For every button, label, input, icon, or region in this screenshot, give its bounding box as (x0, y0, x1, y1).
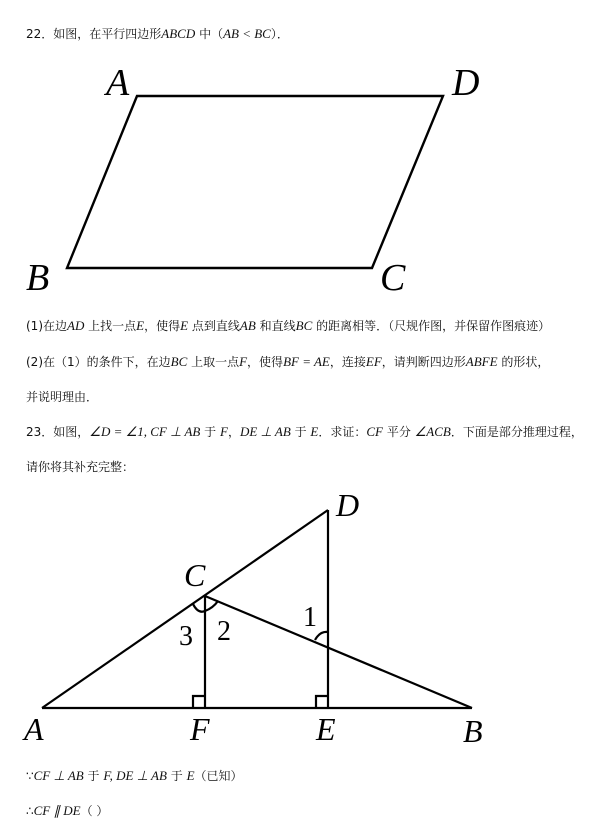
math-given: F, DE ⊥ AB (103, 768, 167, 783)
math-shape: ABCD (161, 26, 196, 41)
math-given: DE ⊥ AB (239, 424, 291, 439)
problem-text: 如图， (53, 425, 90, 439)
vertex-label-f: F (190, 711, 210, 747)
problem-22-part-2 (26, 354, 549, 370)
parallelogram-shape (67, 96, 443, 268)
problem-text: ．下面是部分推理过程， (450, 425, 583, 439)
math-segment: CF (366, 424, 384, 439)
math-point: E (186, 768, 195, 783)
angle-label-1: 1 (303, 602, 317, 633)
math-equation: BF = AE (283, 354, 330, 369)
problem-23-statement-cont (26, 459, 134, 475)
problem-text: 于 (290, 425, 311, 439)
math-given: CF ⊥ AB (33, 768, 84, 783)
segment-c-b (205, 596, 472, 708)
problem-text: ， (227, 425, 240, 439)
problem-text: ，使得 (144, 319, 181, 333)
problem-text: ，连接 (329, 355, 366, 369)
math-segment: EF (365, 354, 382, 369)
math-point: F (220, 424, 228, 439)
problem-text: ）． (270, 27, 289, 41)
vertex-label-d: D (336, 487, 360, 523)
proof-step-1 (26, 768, 243, 784)
problem-text: 的形状， (497, 355, 550, 369)
vertex-label-a: A (106, 62, 130, 104)
angle-label-3: 3 (179, 621, 193, 652)
problem-text: 请你将其补充完整： (26, 460, 135, 474)
vertex-label-b: B (463, 713, 483, 749)
problem-number: 22． (26, 27, 54, 41)
parallelogram-figure (0, 0, 615, 300)
math-point: E (136, 318, 145, 333)
math-edge: AD (67, 318, 85, 333)
problem-text: (1)在边 (26, 319, 67, 333)
problem-text: 于 (200, 425, 220, 439)
angle-arc-2 (205, 601, 218, 611)
problem-text: 上取一点 (187, 355, 240, 369)
vertex-label-c: C (380, 257, 406, 299)
problem-text: 于 (83, 769, 104, 783)
right-angle-mark-f (193, 696, 205, 708)
therefore-symbol: ∴ (26, 804, 34, 818)
problem-23-statement (26, 424, 583, 440)
vertex-label-d: D (452, 62, 480, 104)
problem-number: 23． (26, 425, 54, 439)
problem-text: 并说明理由． (26, 390, 99, 404)
problem-text: ，使得 (247, 355, 284, 369)
angle-arc-3 (193, 604, 205, 612)
math-condition: AB < BC (223, 26, 271, 41)
math-quadrilateral: ABFE (465, 354, 498, 369)
right-angle-mark-e (316, 696, 328, 708)
vertex-label-c: C (184, 557, 206, 593)
problem-text: 的距离相等．（尺规作图，并保留作图痕迹） (312, 319, 551, 333)
problem-text: 中（ (195, 27, 224, 41)
problem-text: 点到直线 (188, 319, 240, 333)
problem-text: ．求证： (318, 425, 367, 439)
vertex-label-b: B (26, 257, 50, 299)
angle-arc-1 (315, 632, 328, 640)
problem-text: 和直线 (255, 319, 296, 333)
vertex-label-a: A (24, 711, 44, 747)
math-parallel: CF ∥ DE (33, 803, 81, 818)
problem-22-part-2-cont (26, 389, 98, 405)
math-point: E (180, 318, 189, 333)
problem-22-part-1 (26, 318, 550, 334)
answer-blank: （ ） (80, 804, 109, 818)
segment-a-d (42, 510, 328, 708)
problem-text: (2)在（1）的条件下，在边 (26, 355, 171, 369)
math-line: AB (239, 318, 256, 333)
triangle-figure (0, 480, 615, 750)
math-given: ∠D = ∠1, CF ⊥ AB (89, 424, 201, 439)
problem-text: 平分 (383, 425, 415, 439)
math-angle: ∠ACB (414, 424, 451, 439)
vertex-label-e: E (316, 711, 336, 747)
math-line: BC (295, 318, 313, 333)
problem-text: ，请判断四边形 (381, 355, 466, 369)
problem-text: 如图，在平行四边形 (53, 27, 162, 41)
math-point: E (310, 424, 319, 439)
math-point: F (239, 354, 248, 369)
problem-text: 上找一点 (84, 319, 137, 333)
because-symbol: ∵ (26, 769, 34, 783)
proof-step-2 (26, 803, 108, 819)
problem-text: 于 (166, 769, 187, 783)
angle-label-2: 2 (217, 616, 231, 647)
math-edge: BC (170, 354, 188, 369)
problem-text: （已知） (194, 769, 243, 783)
